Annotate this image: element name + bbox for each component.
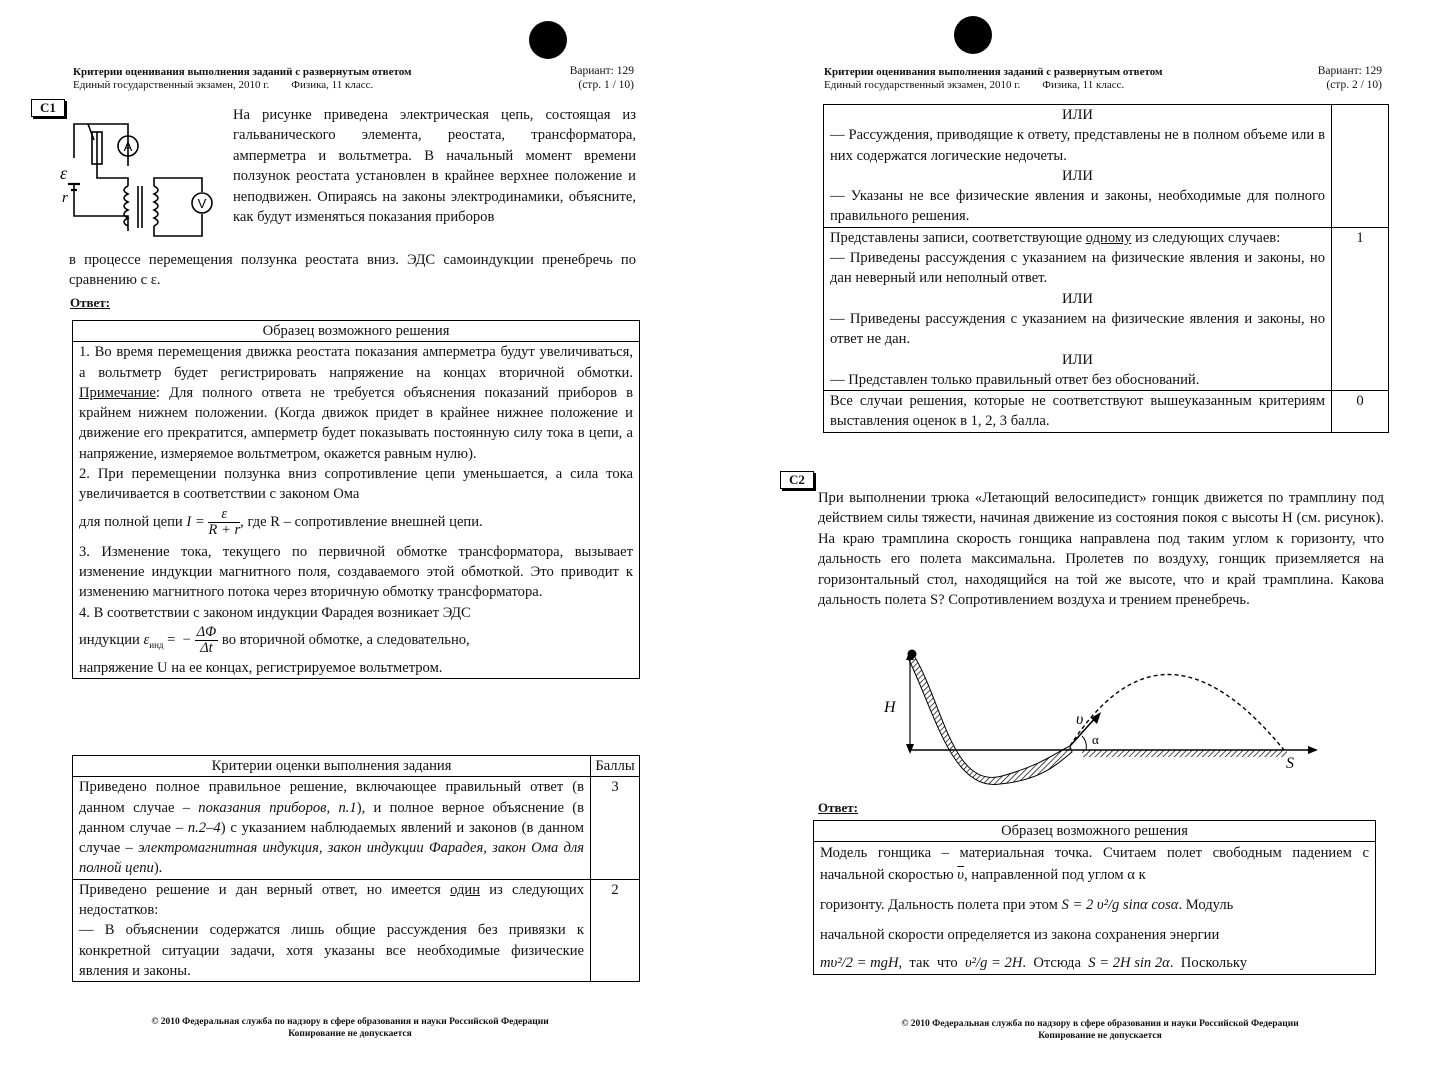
- crit1-c: из следующих случаев:: [1131, 229, 1281, 246]
- criteria-continued-table: [823, 104, 1389, 433]
- task-c1-text-b: в процессе перемещения ползунка реостата вниз. ЭДС самоиндукции пренебречь по сравнению с ε.: [69, 252, 636, 289]
- solution-point-4-formula: [79, 625, 633, 656]
- or-4: ИЛИ: [1062, 351, 1093, 368]
- criteria-header: Критерии оценки выполнения задания: [73, 756, 591, 777]
- sol-v: $\overline{\upsilon}$: [957, 867, 964, 884]
- solution-body: [73, 342, 640, 679]
- crit2-r1: — Рассуждения, приводящие к ответу, представлены не в полном объеме или в них содержатся логические недочеты.: [830, 127, 1325, 164]
- task-label-c2: С2: [780, 471, 814, 489]
- solution-point-2: [79, 464, 633, 505]
- crit2-d: — В объяснении содержатся лишь общие рассуждения без привязки к конкретной ситуации задачи, хотя указаны все необходимые физические явления и законы.: [79, 922, 584, 979]
- formula-eq: = −: [167, 631, 191, 648]
- header-title: Критерии оценивания выполнения заданий с развернутым ответом: [824, 66, 1163, 78]
- answer-label: Ответ:: [818, 800, 859, 815]
- sol-i: . Поскольку: [1169, 955, 1248, 972]
- task-label-c1: С1: [31, 99, 65, 117]
- crit3-f: электромагнитная индукция, закон индукции Фарадея, закон Ома для полной цепи: [79, 840, 585, 877]
- sol1-b: : Для полного ответа не требуется объяснения показаний приборов в крайнем нижнем положении. (Когда движок придет в крайнее нижнее положение и движение его прекратится, амперметр будет показывать постоянную силу тока в цепи, а напряжение, измеряемое вольтметром, окажется равным нулю).: [79, 384, 633, 462]
- criterion-1: [824, 227, 1332, 390]
- criterion-2-cont: [824, 105, 1332, 228]
- formula-eind-sub: инд: [149, 639, 164, 650]
- footer: [90, 1016, 610, 1040]
- crit2-b: один: [450, 881, 480, 898]
- variant-number: Вариант: 129: [1317, 65, 1382, 77]
- or-1: ИЛИ: [1062, 107, 1093, 123]
- faraday-fraction: [195, 625, 219, 656]
- page-header: [824, 66, 1163, 92]
- ohm-numerator: ε: [208, 507, 240, 523]
- footer-copying: Копирование не допускается: [1038, 1031, 1162, 1041]
- sol-a: Модель гонщика – материальная точка. Считаем полет свободным падением с начальной скоростью: [820, 845, 1369, 884]
- solution-point-2-formula: [79, 507, 633, 538]
- solution-header: Образец возможного решения: [814, 821, 1376, 842]
- footer-copyright: © 2010 Федеральная служба по надзору в сфере образования и науки Российской Федерации: [901, 1019, 1299, 1029]
- sol2-a: 2. При перемещении ползунка вниз сопротивление цепи уменьшается, а сила тока увеличивается в соответствии с законом Ома: [79, 466, 633, 503]
- emf-label: ε: [60, 163, 68, 183]
- formula-energy: mυ²/2 = mgH: [820, 955, 899, 972]
- criterion-3: [73, 777, 591, 879]
- crit2-a: Приведено решение и дан верный ответ, но имеется: [79, 881, 451, 898]
- crit3-a: Приведено полное правильное решение, включающее правильный ответ (в данном случае –: [79, 779, 584, 816]
- crit3-c: ), и полное верное объяснение (в данном случае –: [79, 799, 584, 836]
- sol1-a: 1. Во время перемещения движка реостата показания амперметра будут увеличиваться, а вольтметр будет регистрировать напряжение на концах вторичной обмотки.: [79, 344, 633, 381]
- crit1-d: — Приведены рассуждения с указанием на физические явления и законы, но дан неверный или неполный ответ.: [830, 250, 1325, 287]
- header-subtitle: Единый государственный экзамен, 2010 г. Физика, 11 класс.: [824, 79, 1125, 91]
- circuit-diagram: [60, 106, 226, 246]
- solution-point-1: [79, 342, 633, 464]
- crit3-g: ).: [153, 860, 163, 877]
- points-header: Баллы: [591, 756, 640, 777]
- sol-b: , направленной под углом α к: [964, 867, 1146, 884]
- task-c1-text-a: На рисунке приведена электрическая цепь, состоящая из гальванического элемента, реостата, трансформатора, амперметра и вольтметра. В начальный момент времени ползунок реостата установлен в крайнее верхнее положение и неподвижен. Опираясь на законы электродинамики, объясните, как будут изменяться показания приборов: [233, 107, 636, 226]
- angle-label: α: [1092, 732, 1099, 747]
- sol1-note: Примечание: [79, 384, 156, 401]
- sol-e: начальной скорости определяется из закона сохранения энергии: [820, 927, 1220, 944]
- punch-hole: [529, 21, 567, 59]
- formula-eind: ε: [143, 631, 150, 648]
- points-0: 0: [1332, 391, 1389, 433]
- sol-h: . Отсюда: [1022, 955, 1089, 972]
- or-2: ИЛИ: [1062, 167, 1093, 184]
- sol-c: горизонту. Дальность полета при этом: [820, 897, 1062, 914]
- distance-label: S: [1286, 755, 1294, 772]
- solution-header: Образец возможного решения: [73, 321, 640, 342]
- velocity-label: υ: [1076, 711, 1084, 728]
- page-1: [0, 0, 721, 1079]
- criterion-2: [73, 879, 591, 981]
- resistance-label: r: [62, 190, 68, 206]
- page-counter: (стр. 1 / 10): [578, 79, 634, 91]
- faraday-numerator: ΔΦ: [196, 623, 217, 640]
- sol2-b: для полной цепи: [79, 513, 187, 530]
- punch-hole: [954, 16, 992, 54]
- criteria-table: [72, 755, 640, 982]
- footer: [840, 1018, 1360, 1042]
- ammeter-label: A: [123, 139, 133, 154]
- crit1-b: одному: [1085, 229, 1132, 246]
- header-title: Критерии оценивания выполнения заданий с развернутым ответом: [73, 66, 412, 78]
- voltmeter-label: V: [197, 196, 207, 211]
- crit2-c: из следующих недостатков:: [79, 881, 585, 919]
- answer-label: Ответ:: [70, 295, 111, 310]
- header-subtitle: Единый государственный экзамен, 2010 г. Физика, 11 класс.: [73, 79, 374, 91]
- page-2: [722, 0, 1443, 1079]
- footer-copying: Копирование не допускается: [288, 1029, 412, 1039]
- crit1-f: — Представлен только правильный ответ без обоснований.: [830, 371, 1200, 388]
- points-1: 1: [1332, 227, 1389, 390]
- sol-g: , так что: [898, 955, 965, 972]
- solution-point-3: 3. Изменение тока, текущего по первичной обмотке трансформатора, вызывает изменение индукции магнитного поля, создаваемого этой обмоткой. Это приводит к изменению магнитного потока через вторичную обмотку трансформатора.: [79, 543, 633, 601]
- crit3-e: ) с указанием наблюдаемых явлений и законов (в данном случае –: [79, 819, 585, 857]
- ohm-denominator: R + r: [208, 521, 241, 538]
- ohm-fraction: [208, 507, 240, 538]
- task-c2-text: При выполнении трюка «Летающий велосипедист» гонщик движется по трамплину под действием силы тяжести, начиная движение из состояния покоя с высоты H (см. рисунок). На краю трамплина скорость гонщика направлена под таким углом к горизонту, что дальность его полета максимальна. Пролетев по воздуху, гонщик приземляется на горизонтальный стол, находящийся на той же высоте, что и край трамплина. Какова дальность полета S? Сопротивлением воздуха и трением пренебречь.: [818, 490, 1384, 609]
- sol-d: . Модуль: [1178, 897, 1234, 914]
- page-counter: (стр. 2 / 10): [1326, 79, 1382, 91]
- faraday-denominator: Δt: [200, 639, 213, 656]
- variant-block: [548, 64, 634, 92]
- crit1-e: — Приведены рассуждения с указанием на физические явления и законы, но ответ не дан.: [830, 310, 1325, 348]
- formula-speed: υ²/g = 2H: [964, 955, 1023, 972]
- page-header: [73, 66, 412, 92]
- crit2-r2: — Указаны не все физические явления и законы, необходимые для полного правильного решения.: [830, 188, 1325, 225]
- or-3: ИЛИ: [1062, 290, 1093, 307]
- formula-result: S = 2H sin 2α: [1088, 955, 1170, 972]
- ramp-diagram: [872, 640, 1332, 790]
- points-2: 2: [591, 879, 640, 981]
- footer-copyright: © 2010 Федеральная служба по надзору в сфере образования и науки Российской Федерации: [151, 1017, 549, 1027]
- sol4-b: индукции: [79, 631, 144, 648]
- solution-point-4-end: напряжение U на ее концах, регистрируемое вольтметром.: [79, 659, 443, 676]
- points-empty: [1332, 105, 1389, 228]
- solution-table-c2: [813, 820, 1376, 975]
- formula-i: I =: [186, 513, 205, 530]
- sol4-c: во вторичной обмотке, а следовательно,: [218, 631, 470, 648]
- solution-point-4: 4. В соответствии с законом индукции Фарадея возникает ЭДС: [79, 604, 471, 621]
- variant-block: [1294, 64, 1382, 92]
- variant-number: Вариант: 129: [569, 65, 634, 77]
- crit3-b: показания приборов, п.1: [198, 799, 357, 816]
- crit3-d: п.2–4: [187, 819, 221, 836]
- points-3: 3: [591, 777, 640, 879]
- crit1-a: Представлены записи, соответствующие: [830, 229, 1086, 246]
- criterion-0: Все случаи решения, которые не соответствуют вышеуказанным критериям выставления оценок в 1, 2, 3 балла.: [824, 391, 1332, 433]
- height-label: H: [884, 699, 896, 716]
- formula-range: S = 2 υ²/g sinα cosα: [1061, 897, 1179, 914]
- solution-body: [814, 842, 1376, 975]
- sol2-c: , где R – сопротивление внешней цепи.: [240, 513, 483, 530]
- solution-table: [72, 320, 640, 679]
